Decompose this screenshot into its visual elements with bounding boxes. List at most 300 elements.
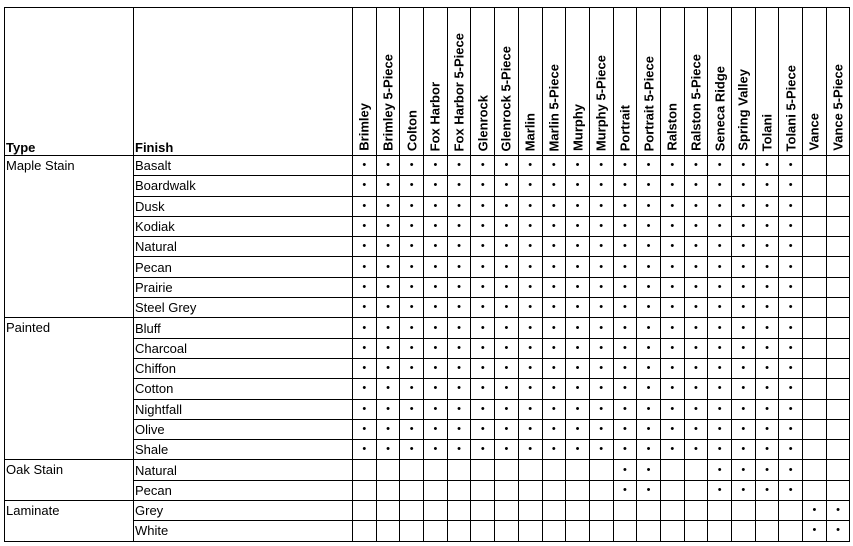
availability-dot: • <box>779 237 803 257</box>
availability-dot: • <box>755 419 779 439</box>
availability-dot: • <box>779 379 803 399</box>
availability-dot: • <box>779 399 803 419</box>
availability-dot: • <box>424 196 448 216</box>
availability-dot: • <box>566 277 590 297</box>
availability-dot: • <box>376 237 400 257</box>
availability-dot: • <box>542 338 566 358</box>
model-column-header <box>660 8 684 156</box>
availability-dot: • <box>613 379 637 399</box>
availability-dot: • <box>732 156 756 176</box>
availability-dot: • <box>755 480 779 500</box>
availability-dot: • <box>589 419 613 439</box>
availability-dot: • <box>353 216 377 236</box>
availability-dot: • <box>400 156 424 176</box>
availability-dot: • <box>637 277 661 297</box>
availability-dot: • <box>566 298 590 318</box>
availability-dot: • <box>779 176 803 196</box>
empty-cell <box>589 480 613 500</box>
availability-dot: • <box>471 318 495 338</box>
availability-dot: • <box>447 257 471 277</box>
availability-dot: • <box>613 480 637 500</box>
model-name: Portrait <box>617 104 633 151</box>
availability-dot: • <box>376 176 400 196</box>
availability-dot: • <box>660 277 684 297</box>
availability-dot: • <box>376 298 400 318</box>
availability-dot: • <box>518 419 542 439</box>
model-name: Brimley 5-Piece <box>380 54 396 151</box>
availability-dot: • <box>518 216 542 236</box>
model-name: Glenrock 5-Piece <box>498 45 514 151</box>
availability-dot: • <box>637 298 661 318</box>
model-name: Tolani <box>759 113 775 151</box>
empty-cell <box>424 501 448 521</box>
availability-dot: • <box>495 358 519 378</box>
availability-dot: • <box>732 379 756 399</box>
empty-cell <box>376 501 400 521</box>
availability-dot: • <box>471 216 495 236</box>
availability-dot: • <box>542 419 566 439</box>
availability-dot: • <box>826 521 850 541</box>
empty-cell <box>755 501 779 521</box>
availability-dot: • <box>637 196 661 216</box>
availability-dot: • <box>566 176 590 196</box>
empty-cell <box>826 277 850 297</box>
model-column-header <box>424 8 448 156</box>
finish-cell: Pecan <box>134 257 353 277</box>
empty-cell <box>660 501 684 521</box>
finish-cell: Prairie <box>134 277 353 297</box>
availability-dot: • <box>353 440 377 460</box>
availability-dot: • <box>803 501 827 521</box>
availability-dot: • <box>589 216 613 236</box>
availability-dot: • <box>542 156 566 176</box>
model-name: Ralston 5-Piece <box>688 54 704 151</box>
model-column-header <box>353 8 377 156</box>
model-name: Seneca Ridge <box>712 65 728 151</box>
availability-dot: • <box>518 379 542 399</box>
availability-dot: • <box>755 460 779 480</box>
empty-cell <box>826 440 850 460</box>
availability-dot: • <box>471 419 495 439</box>
empty-cell <box>495 460 519 480</box>
availability-dot: • <box>613 156 637 176</box>
empty-cell <box>424 460 448 480</box>
finish-cell: Bluff <box>134 318 353 338</box>
model-column-header <box>613 8 637 156</box>
finish-column-header: Finish <box>134 8 353 156</box>
availability-dot: • <box>779 298 803 318</box>
availability-dot: • <box>732 196 756 216</box>
availability-dot: • <box>424 399 448 419</box>
model-name: Vance 5-Piece <box>830 64 846 151</box>
availability-dot: • <box>400 257 424 277</box>
availability-dot: • <box>542 358 566 378</box>
availability-dot: • <box>613 298 637 318</box>
availability-dot: • <box>589 358 613 378</box>
finish-cell: Olive <box>134 419 353 439</box>
empty-cell <box>684 480 708 500</box>
availability-dot: • <box>495 440 519 460</box>
availability-dot: • <box>589 156 613 176</box>
availability-dot: • <box>471 440 495 460</box>
availability-dot: • <box>684 440 708 460</box>
availability-dot: • <box>542 176 566 196</box>
availability-dot: • <box>542 379 566 399</box>
availability-dot: • <box>660 216 684 236</box>
model-name: Colton <box>404 109 420 151</box>
availability-dot: • <box>637 460 661 480</box>
model-column-header <box>779 8 803 156</box>
availability-dot: • <box>589 318 613 338</box>
availability-dot: • <box>471 156 495 176</box>
empty-cell <box>803 379 827 399</box>
availability-dot: • <box>779 460 803 480</box>
availability-dot: • <box>660 196 684 216</box>
availability-dot: • <box>637 338 661 358</box>
availability-dot: • <box>589 399 613 419</box>
availability-dot: • <box>566 399 590 419</box>
availability-dot: • <box>755 176 779 196</box>
empty-cell <box>400 501 424 521</box>
model-column-header <box>542 8 566 156</box>
availability-dot: • <box>684 419 708 439</box>
availability-dot: • <box>589 298 613 318</box>
empty-cell <box>518 460 542 480</box>
availability-dot: • <box>518 196 542 216</box>
availability-dot: • <box>732 277 756 297</box>
availability-dot: • <box>732 440 756 460</box>
availability-dot: • <box>495 216 519 236</box>
empty-cell <box>755 521 779 541</box>
empty-cell <box>495 480 519 500</box>
availability-dot: • <box>684 298 708 318</box>
availability-dot: • <box>613 358 637 378</box>
availability-dot: • <box>637 419 661 439</box>
availability-dot: • <box>447 338 471 358</box>
finish-cell: White <box>134 521 353 541</box>
model-name: Murphy <box>570 104 586 151</box>
availability-dot: • <box>708 277 732 297</box>
availability-dot: • <box>495 379 519 399</box>
empty-cell <box>684 460 708 480</box>
availability-dot: • <box>566 257 590 277</box>
availability-dot: • <box>637 480 661 500</box>
availability-dot: • <box>495 338 519 358</box>
empty-cell <box>826 358 850 378</box>
availability-dot: • <box>684 318 708 338</box>
availability-dot: • <box>447 419 471 439</box>
availability-dot: • <box>732 419 756 439</box>
availability-dot: • <box>542 318 566 338</box>
availability-dot: • <box>637 399 661 419</box>
availability-dot: • <box>471 298 495 318</box>
empty-cell <box>708 521 732 541</box>
availability-dot: • <box>518 277 542 297</box>
availability-dot: • <box>613 338 637 358</box>
availability-dot: • <box>732 298 756 318</box>
availability-dot: • <box>424 277 448 297</box>
empty-cell <box>566 521 590 541</box>
availability-dot: • <box>353 176 377 196</box>
availability-dot: • <box>471 399 495 419</box>
empty-cell <box>495 501 519 521</box>
availability-dot: • <box>471 176 495 196</box>
availability-dot: • <box>518 176 542 196</box>
empty-cell <box>400 521 424 541</box>
empty-cell <box>424 480 448 500</box>
table-row <box>5 501 850 521</box>
availability-dot: • <box>353 358 377 378</box>
empty-cell <box>353 480 377 500</box>
availability-dot: • <box>518 156 542 176</box>
empty-cell <box>471 521 495 541</box>
empty-cell <box>447 501 471 521</box>
model-name: Marlin <box>522 112 538 151</box>
empty-cell <box>779 521 803 541</box>
availability-dot: • <box>660 237 684 257</box>
availability-dot: • <box>589 440 613 460</box>
header-row <box>5 8 850 156</box>
availability-dot: • <box>447 196 471 216</box>
availability-dot: • <box>471 338 495 358</box>
availability-dot: • <box>471 257 495 277</box>
empty-cell <box>518 521 542 541</box>
availability-dot: • <box>684 277 708 297</box>
availability-dot: • <box>495 419 519 439</box>
model-name: Marlin 5-Piece <box>546 63 562 151</box>
availability-dot: • <box>518 399 542 419</box>
model-column-header <box>589 8 613 156</box>
table-row <box>5 156 850 176</box>
availability-dot: • <box>732 460 756 480</box>
table-body <box>5 156 850 542</box>
availability-dot: • <box>400 176 424 196</box>
availability-dot: • <box>400 196 424 216</box>
empty-cell <box>447 460 471 480</box>
finish-cell: Steel Grey <box>134 298 353 318</box>
empty-cell <box>684 501 708 521</box>
empty-cell <box>518 480 542 500</box>
availability-dot: • <box>684 358 708 378</box>
availability-dot: • <box>376 338 400 358</box>
availability-dot: • <box>589 176 613 196</box>
empty-cell <box>471 480 495 500</box>
empty-cell <box>566 501 590 521</box>
availability-dot: • <box>471 237 495 257</box>
empty-cell <box>803 277 827 297</box>
empty-cell <box>376 460 400 480</box>
availability-dot: • <box>755 237 779 257</box>
empty-cell <box>613 501 637 521</box>
availability-dot: • <box>400 216 424 236</box>
availability-dot: • <box>684 176 708 196</box>
availability-dot: • <box>447 156 471 176</box>
availability-dot: • <box>400 358 424 378</box>
availability-dot: • <box>708 257 732 277</box>
model-name: Fox Harbor 5-Piece <box>451 32 467 151</box>
availability-dot: • <box>660 257 684 277</box>
availability-dot: • <box>495 318 519 338</box>
empty-cell <box>803 257 827 277</box>
availability-dot: • <box>660 358 684 378</box>
availability-dot: • <box>779 257 803 277</box>
availability-dot: • <box>566 156 590 176</box>
availability-dot: • <box>613 460 637 480</box>
availability-dot: • <box>376 318 400 338</box>
availability-dot: • <box>637 216 661 236</box>
finish-cell: Dusk <box>134 196 353 216</box>
availability-dot: • <box>376 196 400 216</box>
availability-dot: • <box>613 176 637 196</box>
empty-cell <box>803 419 827 439</box>
empty-cell <box>613 521 637 541</box>
empty-cell <box>732 521 756 541</box>
availability-dot: • <box>779 440 803 460</box>
availability-dot: • <box>732 318 756 338</box>
availability-dot: • <box>353 257 377 277</box>
empty-cell <box>826 419 850 439</box>
availability-dot: • <box>353 156 377 176</box>
availability-dot: • <box>424 237 448 257</box>
finish-cell: Kodiak <box>134 216 353 236</box>
empty-cell <box>353 460 377 480</box>
empty-cell <box>826 338 850 358</box>
availability-dot: • <box>495 399 519 419</box>
availability-dot: • <box>755 399 779 419</box>
availability-dot: • <box>353 277 377 297</box>
type-cell: Oak Stain <box>5 460 134 501</box>
availability-dot: • <box>376 399 400 419</box>
availability-dot: • <box>708 358 732 378</box>
availability-dot: • <box>779 358 803 378</box>
availability-dot: • <box>826 501 850 521</box>
availability-dot: • <box>424 257 448 277</box>
availability-dot: • <box>613 440 637 460</box>
availability-dot: • <box>708 419 732 439</box>
type-cell: Maple Stain <box>5 156 134 318</box>
empty-cell <box>826 257 850 277</box>
finish-availability-table <box>4 7 850 542</box>
empty-cell <box>826 318 850 338</box>
availability-dot: • <box>660 156 684 176</box>
availability-dot: • <box>684 156 708 176</box>
model-name: Portrait 5-Piece <box>641 55 657 151</box>
availability-dot: • <box>495 298 519 318</box>
availability-dot: • <box>637 379 661 399</box>
availability-dot: • <box>660 318 684 338</box>
model-column-header <box>637 8 661 156</box>
empty-cell <box>803 440 827 460</box>
empty-cell <box>376 480 400 500</box>
availability-dot: • <box>708 399 732 419</box>
availability-dot: • <box>779 277 803 297</box>
empty-cell <box>542 521 566 541</box>
availability-dot: • <box>779 156 803 176</box>
model-column-header <box>566 8 590 156</box>
availability-dot: • <box>755 216 779 236</box>
availability-dot: • <box>495 277 519 297</box>
finish-cell: Shale <box>134 440 353 460</box>
empty-cell <box>826 298 850 318</box>
availability-dot: • <box>518 298 542 318</box>
availability-dot: • <box>637 237 661 257</box>
type-column-header: Type <box>5 8 134 156</box>
empty-cell <box>826 156 850 176</box>
availability-dot: • <box>400 237 424 257</box>
empty-cell <box>353 501 377 521</box>
model-column-header <box>826 8 850 156</box>
availability-dot: • <box>708 176 732 196</box>
availability-dot: • <box>660 338 684 358</box>
availability-dot: • <box>566 440 590 460</box>
availability-dot: • <box>376 358 400 378</box>
availability-dot: • <box>542 440 566 460</box>
availability-dot: • <box>779 419 803 439</box>
empty-cell <box>803 237 827 257</box>
availability-dot: • <box>566 216 590 236</box>
availability-dot: • <box>637 156 661 176</box>
availability-dot: • <box>447 358 471 378</box>
availability-dot: • <box>542 216 566 236</box>
finish-cell: Charcoal <box>134 338 353 358</box>
availability-dot: • <box>732 176 756 196</box>
finish-cell: Cotton <box>134 379 353 399</box>
availability-dot: • <box>708 379 732 399</box>
empty-cell <box>803 196 827 216</box>
availability-dot: • <box>637 440 661 460</box>
availability-dot: • <box>471 379 495 399</box>
availability-dot: • <box>566 338 590 358</box>
availability-dot: • <box>708 460 732 480</box>
empty-cell <box>826 237 850 257</box>
availability-dot: • <box>353 237 377 257</box>
model-name: Brimley <box>356 103 372 151</box>
availability-dot: • <box>353 379 377 399</box>
empty-cell <box>447 480 471 500</box>
availability-dot: • <box>518 440 542 460</box>
empty-cell <box>826 379 850 399</box>
model-name: Murphy 5-Piece <box>593 54 609 151</box>
model-column-header <box>755 8 779 156</box>
empty-cell <box>518 501 542 521</box>
model-name: Ralston <box>664 103 680 151</box>
finish-cell: Chiffon <box>134 358 353 378</box>
availability-dot: • <box>589 196 613 216</box>
empty-cell <box>400 480 424 500</box>
availability-dot: • <box>495 176 519 196</box>
empty-cell <box>732 501 756 521</box>
availability-dot: • <box>518 338 542 358</box>
empty-cell <box>589 460 613 480</box>
empty-cell <box>826 399 850 419</box>
availability-dot: • <box>803 521 827 541</box>
empty-cell <box>803 318 827 338</box>
availability-dot: • <box>447 298 471 318</box>
availability-dot: • <box>471 196 495 216</box>
empty-cell <box>826 176 850 196</box>
empty-cell <box>566 480 590 500</box>
availability-dot: • <box>755 318 779 338</box>
availability-dot: • <box>424 419 448 439</box>
availability-dot: • <box>613 277 637 297</box>
availability-dot: • <box>660 440 684 460</box>
model-column-header <box>400 8 424 156</box>
availability-dot: • <box>353 338 377 358</box>
empty-cell <box>566 460 590 480</box>
empty-cell <box>826 460 850 480</box>
availability-dot: • <box>755 196 779 216</box>
model-column-header <box>518 8 542 156</box>
